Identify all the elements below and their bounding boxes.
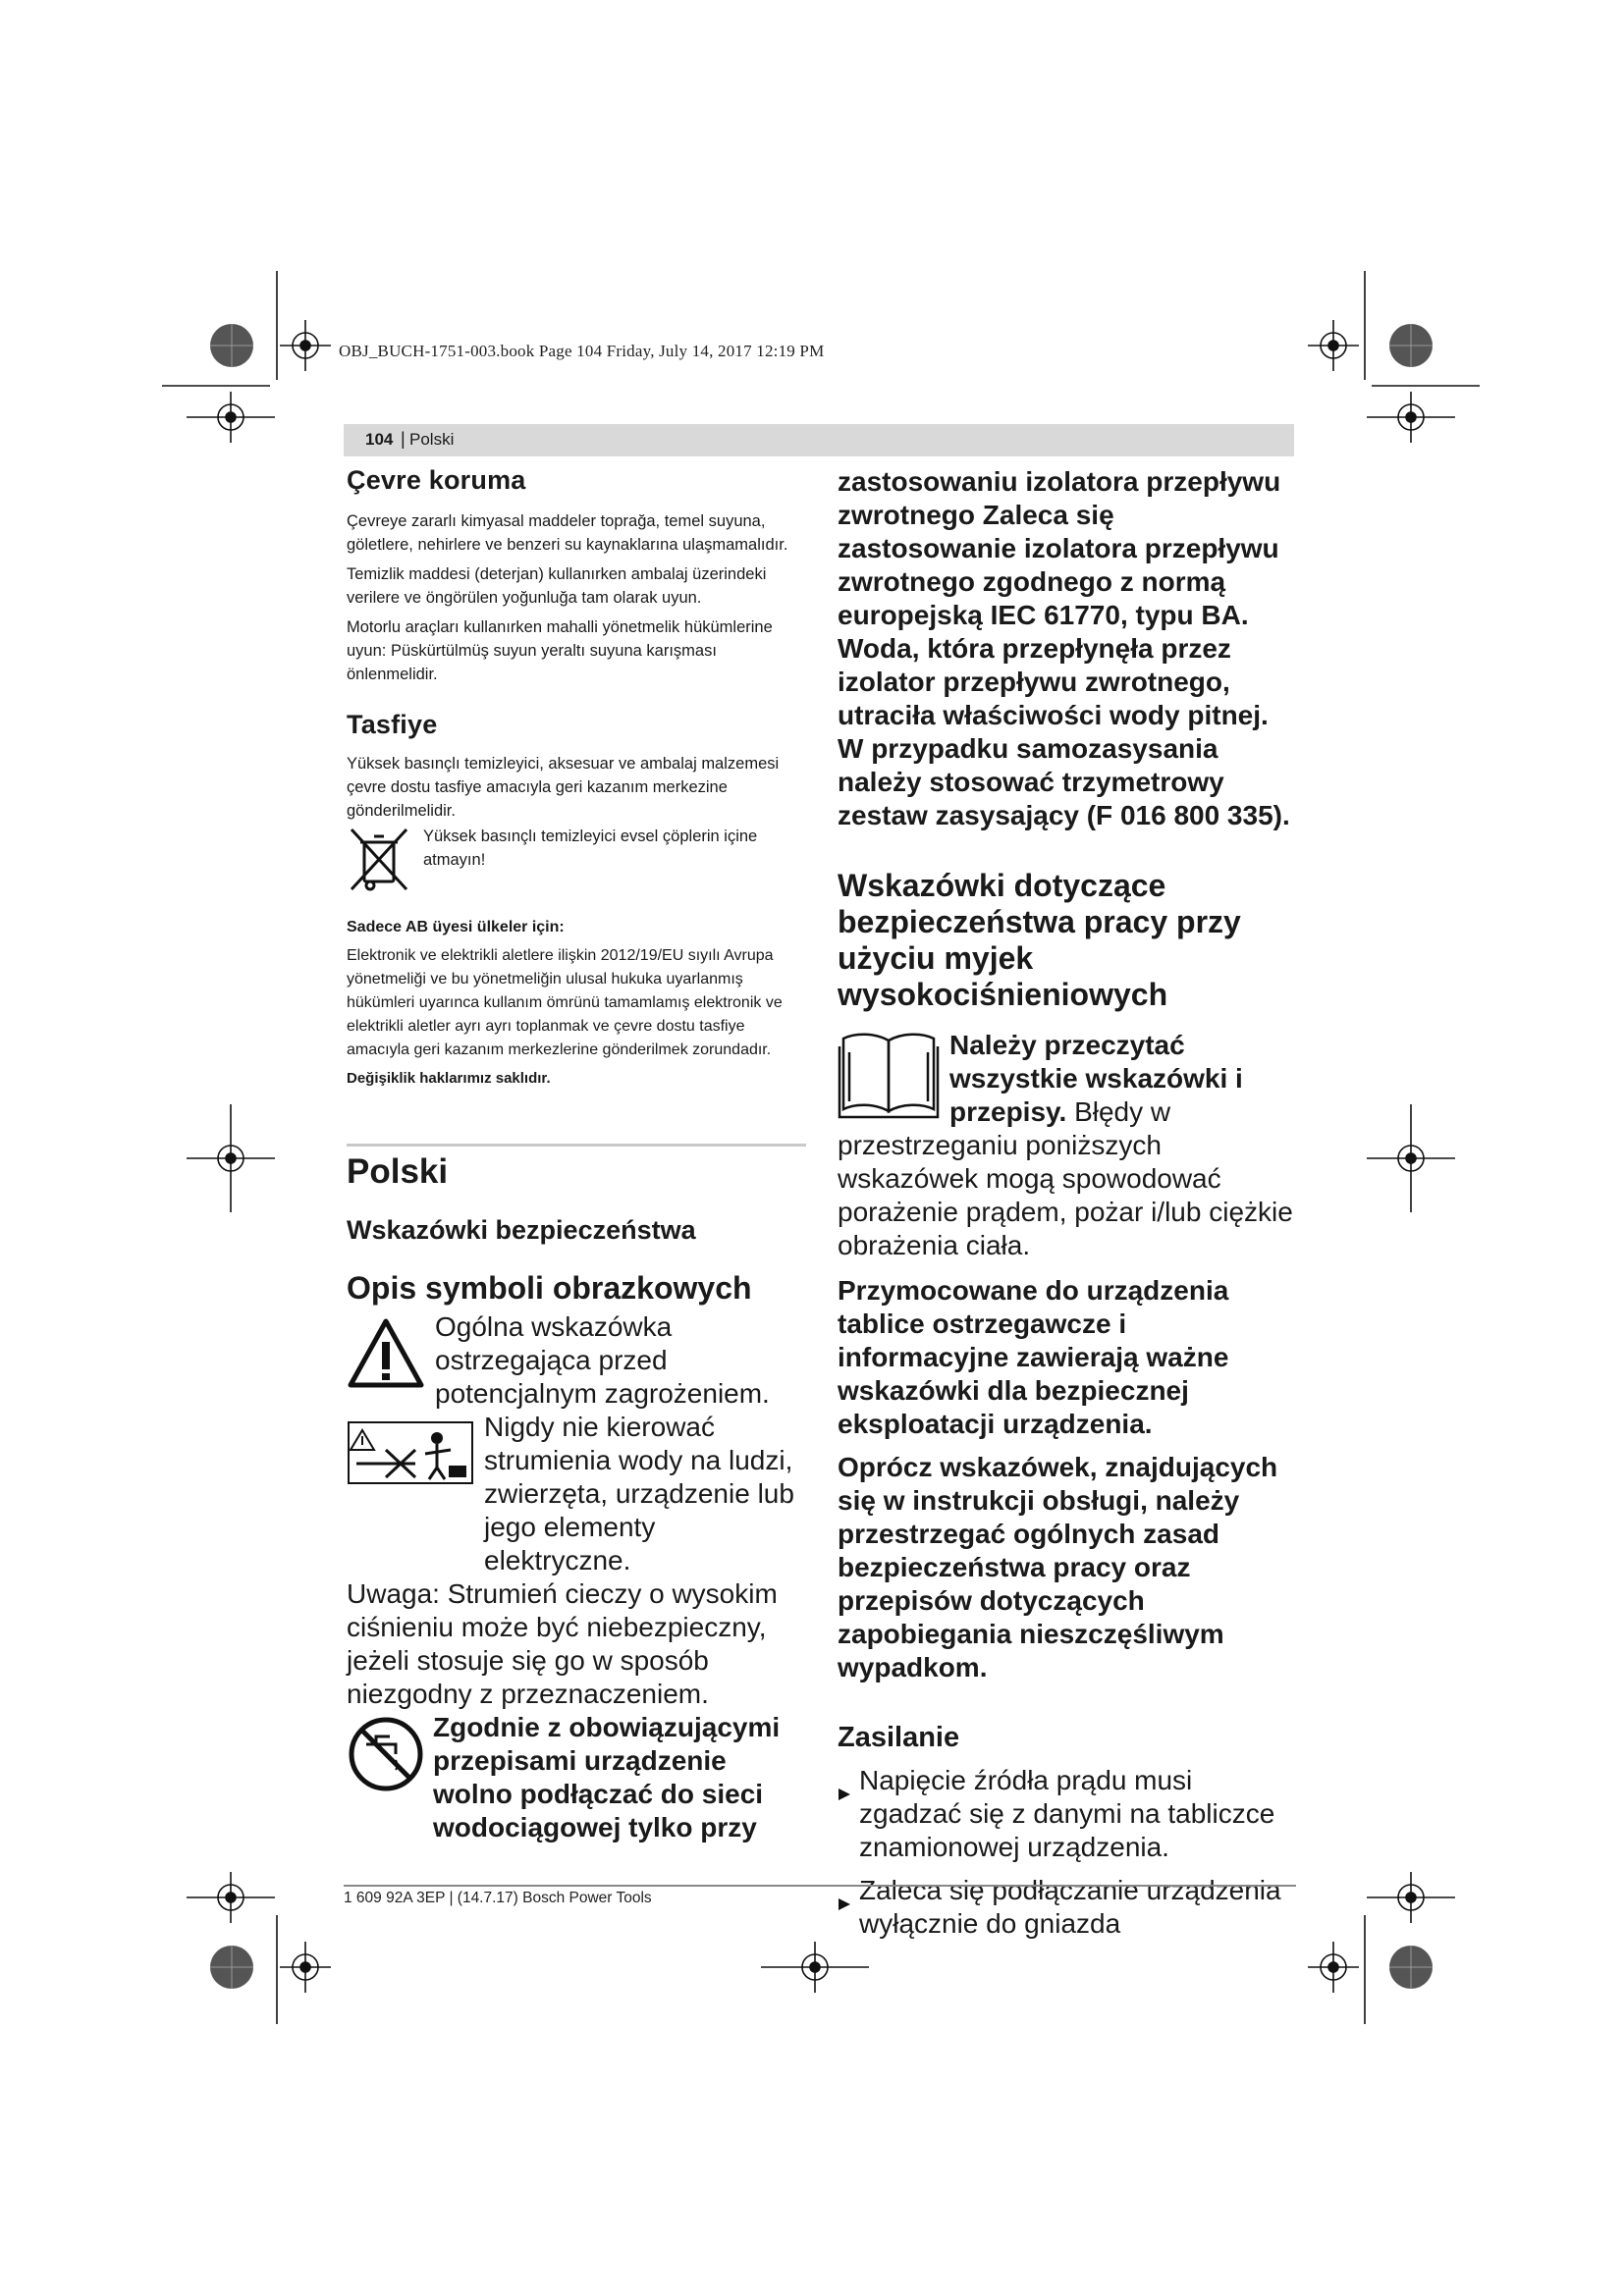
paragraph: Çevreye zararlı kimyasal maddeler toprağa, temel suyuna, göletlere, nehirlere ve benzeri su kaynaklarına ulaşmamalıdır. xyxy=(347,512,788,554)
crossed-bin-icon xyxy=(347,825,411,893)
read-manual-rest: Błędy w przestrzeganiu poniższych wskazówek mogą spowodować porażenie prądem, pożar i/lub ciężkie obrażenia ciała. xyxy=(838,1096,1293,1260)
eu-text: Elektronik ve elektrikli aletlere ilişkin 2012/19/EU sıyılı Avrupa yönetmeliği ve bu yönetmeliğin ulusal hukuka uyarlanmış hükümleri uyarınca kullanım ömrünü tamamlamış elektronik ve elektrikli aletler ayrı ayrı toplanmak ve çevre dostu tasfiye amacıyla geri kazanım merkezlerine gönderilmek zorundadır. xyxy=(347,947,783,1058)
paragraph: Temizlik maddesi (deterjan) kullanırken ambalaj üzerindeki verilere ve öngörülen yoğunluğa tam olarak uyun. xyxy=(347,565,767,607)
warning-triangle-icon xyxy=(347,1316,425,1391)
bin-notice xyxy=(347,825,808,893)
paragraph: Motorlu araçları kullanırken mahalli yönetmelik hükümlerine uyun: Püskürtülmüş suyun yeraltı suyuna karışması önlenmelidir. xyxy=(347,618,773,683)
bin-text: Yüksek basınçlı temizleyici evsel çöplerin içine atmayın! xyxy=(423,828,758,869)
symbols-title: Opis symboli obrazkowych xyxy=(347,1270,752,1306)
page-number: 104 xyxy=(365,430,394,449)
symbol-water xyxy=(347,1711,808,1844)
list-item xyxy=(838,1764,1299,1864)
symbol-text: Ogólna wskazówka ostrzegająca przed potencjalnym zagrożeniem. xyxy=(435,1311,770,1409)
language-title: Polski xyxy=(347,1152,449,1191)
section-divider xyxy=(347,1144,806,1147)
safety-section-title: Wskazówki dotyczące bezpieczeństwa pracy przy użyciu myjek wysokociśnieniowych xyxy=(838,868,1241,1012)
list-item-text: Napięcie źródła prądu musi zgadzać się z danymi na tabliczce znamionowej urządzenia. xyxy=(859,1765,1275,1862)
footer-text: 1 609 92A 3EP | (14.7.17) Bosch Power Tools xyxy=(344,1890,652,1906)
print-info-line: OBJ_BUCH-1751-003.book Page 104 Friday, July 14, 2017 12:19 PM xyxy=(339,342,825,360)
header-separator: | xyxy=(401,429,406,449)
eu-title: Sadece AB üyesi ülkeler için: xyxy=(347,919,565,935)
page-header xyxy=(344,424,1294,456)
safety-title: Wskazówki bezpieczeństwa xyxy=(347,1215,696,1245)
left-column xyxy=(347,465,808,1844)
footer-rule xyxy=(344,1885,1296,1887)
paragraph: Oprócz wskazówek, znajdujących się w instrukcji obsługi, należy przestrzegać ogólnych zasad bezpieczeństwa pracy oraz przepisów dotyczących zapobiegania nieszczęśliwym wypadkom. xyxy=(838,1452,1278,1682)
paragraph: Yüksek basınçlı temizleyici, aksesuar ve ambalaj malzemesi çevre dostu tasfiye amacıyla geri kazanım merkezine gönderilmelidir. xyxy=(347,755,780,820)
header-language: Polski xyxy=(409,430,455,449)
symbol-text: Nigdy nie kierować strumienia wody na ludzi, zwierzęta, urządzenie lub jego elementy elektryczne. xyxy=(484,1412,794,1575)
read-manual-bold: Należy przeczytać wszystkie wskazówki i przepisy. xyxy=(949,1030,1243,1127)
symbol-warning xyxy=(347,1310,808,1411)
symbol-text: Zgodnie z obowiązującymi przepisami urządzenie wolno podłączać do sieci wodociągowej tylko przy xyxy=(433,1712,781,1842)
rights-reserved: Değişiklik haklarımız saklıdır. xyxy=(347,1070,551,1087)
power-supply-title: Zasilanie xyxy=(838,1722,960,1753)
continued-paragraph: zastosowaniu izolatora przepływu zwrotnego Zaleca się zastosowanie izolatora przepływu zwrotnego zgodnego z normą europejską IEC 61770, typu BA. Woda, która przepłynęła przez izolator przepływu zwrotnego, utraciła właściwości wody pitnej. W przypadku samozasysania należy stosować trzymetrowy zestaw zasysający (F 016 800 335). xyxy=(838,466,1290,830)
right-column xyxy=(838,465,1299,1950)
note-text: Uwaga: Strumień cieczy o wysokim ciśnieniu może być niebezpieczny, jeżeli stosuje się go w sposób niezgodny z przeznaczeniem. xyxy=(347,1578,778,1709)
bullet-triangle-icon xyxy=(838,1764,853,1864)
list-item-text: Zaleca się podłączanie urządzenia wyłącznie do gniazda xyxy=(859,1875,1281,1939)
section-title-cevre: Çevre koruma xyxy=(347,465,526,495)
section-title-tasfiye: Tasfiye xyxy=(347,710,438,739)
no-direct-water-connection-icon xyxy=(347,1715,425,1793)
no-spray-at-people-icon xyxy=(347,1420,474,1489)
paragraph: Przymocowane do urządzenia tablice ostrzegawcze i informacyjne zawierają ważne wskazówki dla bezpiecznej eksploatacji urządzenia. xyxy=(838,1275,1229,1439)
symbol-spray xyxy=(347,1411,808,1577)
read-manual-block xyxy=(838,1029,1299,1262)
read-manual-icon xyxy=(838,1029,940,1121)
